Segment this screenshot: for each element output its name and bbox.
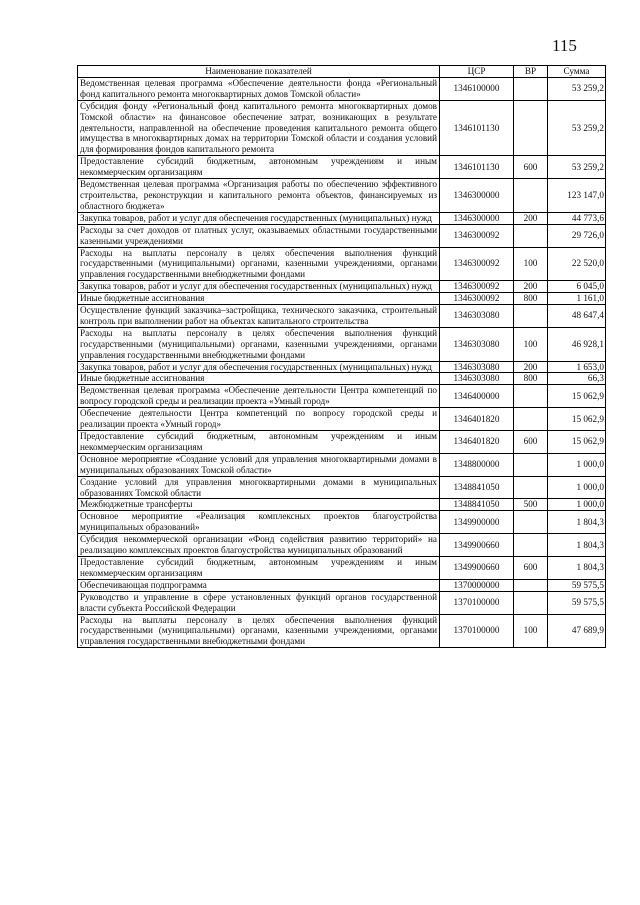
table-row <box>78 212 606 224</box>
cell-vr <box>514 224 548 247</box>
cell-vr: 500 <box>514 499 548 511</box>
cell-csr: 1346300092 <box>440 247 514 281</box>
cell-sum: 59 575,5 <box>548 579 606 591</box>
cell-vr <box>514 453 548 476</box>
cell-csr: 1346303080 <box>440 373 514 385</box>
cell-sum: 1 804,3 <box>548 556 606 579</box>
cell-csr: 1348841050 <box>440 499 514 511</box>
cell-vr <box>514 579 548 591</box>
cell-csr: 1348841050 <box>440 476 514 499</box>
cell-vr: 200 <box>514 281 548 293</box>
cell-sum: 1 653,0 <box>548 361 606 373</box>
cell-csr: 1346101130 <box>440 156 514 179</box>
cell-csr: 1346303080 <box>440 327 514 361</box>
cell-csr: 1370000000 <box>440 579 514 591</box>
cell-name: Предоставление субсидий бюджетным, автономным учреждениям и иным некоммерческим организациям <box>78 431 440 454</box>
table-row <box>78 361 606 373</box>
cell-sum: 53 259,2 <box>548 77 606 100</box>
cell-vr <box>514 476 548 499</box>
cell-name: Расходы на выплаты персоналу в целях обеспечения выполнения функций государственными (муниципальными) органами, казенными учреждениями, органами управления государственными внебюджетными фондами <box>78 247 440 281</box>
page-number: 115 <box>552 36 577 55</box>
cell-csr: 1349900660 <box>440 534 514 557</box>
cell-csr: 1348800000 <box>440 453 514 476</box>
cell-csr: 1346300092 <box>440 293 514 305</box>
header-sum: Сумма <box>548 66 606 78</box>
cell-vr: 600 <box>514 556 548 579</box>
cell-vr <box>514 100 548 156</box>
table-row <box>78 247 606 281</box>
table-header-row <box>78 66 606 78</box>
cell-name: Ведомственная целевая программа «Организация работы по обеспечению эффективного строительства, реконструкции и капитального ремонта объектов, финансируемых из областного бюджета» <box>78 179 440 213</box>
table-row <box>78 293 606 305</box>
cell-sum: 44 773,6 <box>548 212 606 224</box>
cell-vr <box>514 408 548 431</box>
table-row <box>78 327 606 361</box>
table-body <box>78 77 606 647</box>
cell-vr: 100 <box>514 247 548 281</box>
cell-sum: 66,3 <box>548 373 606 385</box>
table-row <box>78 385 606 408</box>
cell-sum: 6 045,0 <box>548 281 606 293</box>
cell-name: Создание условий для управления многоквартирными домами в муниципальных образованиях Томской области <box>78 476 440 499</box>
cell-vr: 100 <box>514 327 548 361</box>
cell-name: Обеспечивающая подпрограмма <box>78 579 440 591</box>
cell-sum: 15 062,9 <box>548 385 606 408</box>
cell-sum: 59 575,5 <box>548 591 606 614</box>
cell-name: Расходы за счет доходов от платных услуг, оказываемых областными государственными казенными учреждениями <box>78 224 440 247</box>
cell-vr: 800 <box>514 373 548 385</box>
cell-csr: 1346101130 <box>440 100 514 156</box>
cell-sum: 15 062,9 <box>548 408 606 431</box>
cell-name: Осуществление функций заказчика–застройщика, технического заказчика, строительный контроль при выполнении работ на объектах капитального строительства <box>78 305 440 328</box>
table-row <box>78 476 606 499</box>
table-row <box>78 511 606 534</box>
table-row <box>78 77 606 100</box>
cell-vr: 200 <box>514 361 548 373</box>
cell-csr: 1346300000 <box>440 212 514 224</box>
cell-vr <box>514 511 548 534</box>
cell-name: Обеспечение деятельности Центра компетенций по вопросу городской среды и реализации проекта «Умный город» <box>78 408 440 431</box>
cell-sum: 15 062,9 <box>548 431 606 454</box>
cell-sum: 53 259,2 <box>548 100 606 156</box>
cell-csr: 1346303080 <box>440 361 514 373</box>
cell-vr: 600 <box>514 431 548 454</box>
cell-vr <box>514 534 548 557</box>
cell-sum: 48 647,4 <box>548 305 606 328</box>
cell-name: Иные бюджетные ассигнования <box>78 373 440 385</box>
cell-vr: 200 <box>514 212 548 224</box>
table-row <box>78 556 606 579</box>
cell-sum: 1 000,0 <box>548 499 606 511</box>
cell-csr: 1346300092 <box>440 281 514 293</box>
cell-csr: 1370100000 <box>440 614 514 648</box>
cell-name: Руководство и управление в сфере установленных функций органов государственной власти субъекта Российской Федерации <box>78 591 440 614</box>
table-row <box>78 373 606 385</box>
cell-vr: 100 <box>514 614 548 648</box>
cell-sum: 53 259,2 <box>548 156 606 179</box>
cell-vr <box>514 77 548 100</box>
table-row <box>78 499 606 511</box>
cell-vr: 600 <box>514 156 548 179</box>
cell-vr <box>514 179 548 213</box>
cell-vr <box>514 305 548 328</box>
cell-name: Основное мероприятие «Реализация комплексных проектов благоустройства муниципальных образований» <box>78 511 440 534</box>
cell-sum: 22 520,0 <box>548 247 606 281</box>
cell-sum: 1 804,3 <box>548 511 606 534</box>
cell-sum: 1 804,3 <box>548 534 606 557</box>
cell-vr <box>514 385 548 408</box>
table-row <box>78 281 606 293</box>
table-row <box>78 408 606 431</box>
cell-name: Ведомственная целевая программа «Обеспечение деятельности фонда «Региональный фонд капитального ремонта многоквартирных домов Томской области» <box>78 77 440 100</box>
budget-table <box>77 65 606 648</box>
cell-name: Межбюджетные трансферты <box>78 499 440 511</box>
cell-csr: 1346401820 <box>440 431 514 454</box>
cell-sum: 29 726,0 <box>548 224 606 247</box>
table-row <box>78 224 606 247</box>
cell-csr: 1346300000 <box>440 179 514 213</box>
header-name: Наименование показателей <box>78 66 440 78</box>
header-csr: ЦСР <box>440 66 514 78</box>
table-row <box>78 305 606 328</box>
table-row <box>78 179 606 213</box>
cell-name: Расходы на выплаты персоналу в целях обеспечения выполнения функций государственными (муниципальными) органами, казенными учреждениями, органами управления государственными внебюджетными фондами <box>78 327 440 361</box>
cell-name: Предоставление субсидий бюджетным, автономным учреждениям и иным некоммерческим организациям <box>78 556 440 579</box>
cell-name: Иные бюджетные ассигнования <box>78 293 440 305</box>
cell-name: Расходы на выплаты персоналу в целях обеспечения выполнения функций государственными (муниципальными) органами, казенными учреждениями, органами управления государственными внебюджетными фондами <box>78 614 440 648</box>
cell-csr: 1349900660 <box>440 556 514 579</box>
table-row <box>78 431 606 454</box>
table-row <box>78 579 606 591</box>
cell-sum: 46 928,1 <box>548 327 606 361</box>
cell-csr: 1346400000 <box>440 385 514 408</box>
cell-sum: 123 147,0 <box>548 179 606 213</box>
cell-name: Предоставление субсидий бюджетным, автономным учреждениям и иным некоммерческим организациям <box>78 156 440 179</box>
cell-sum: 1 161,0 <box>548 293 606 305</box>
table-row <box>78 614 606 648</box>
cell-csr: 1346401820 <box>440 408 514 431</box>
cell-vr <box>514 591 548 614</box>
cell-csr: 1346300092 <box>440 224 514 247</box>
cell-name: Субсидия фонду «Региональный фонд капитального ремонта многоквартирных домов Томской области» на финансовое обеспечение затрат, возникающих в результате деятельности, направленной на обеспечение проведения капитального ремонта общего имущества в многоквартирных домах на территории Томской области и создания условий для формирования фондов капитального ремонта <box>78 100 440 156</box>
table-row <box>78 453 606 476</box>
cell-name: Закупка товаров, работ и услуг для обеспечения государственных (муниципальных) нужд <box>78 281 440 293</box>
cell-sum: 47 689,9 <box>548 614 606 648</box>
cell-sum: 1 000,0 <box>548 476 606 499</box>
cell-sum: 1 000,0 <box>548 453 606 476</box>
cell-name: Субсидия некоммерческой организации «Фонд содействия развитию территорий» на реализацию комплексных проектов благоустройства муниципальных образований <box>78 534 440 557</box>
cell-csr: 1370100000 <box>440 591 514 614</box>
cell-csr: 1349900000 <box>440 511 514 534</box>
cell-name: Основное мероприятие «Создание условий для управления многоквартирными домами в муниципальных образованиях Томской области» <box>78 453 440 476</box>
cell-name: Ведомственная целевая программа «Обеспечение деятельности Центра компетенций по вопросу городской среды и реализации проекта «Умный город» <box>78 385 440 408</box>
cell-vr: 800 <box>514 293 548 305</box>
table-row <box>78 534 606 557</box>
cell-csr: 1346100000 <box>440 77 514 100</box>
header-vr: ВР <box>514 66 548 78</box>
table-row <box>78 100 606 156</box>
cell-csr: 1346303080 <box>440 305 514 328</box>
cell-name: Закупка товаров, работ и услуг для обеспечения государственных (муниципальных) нужд <box>78 212 440 224</box>
table-row <box>78 591 606 614</box>
table-row <box>78 156 606 179</box>
cell-name: Закупка товаров, работ и услуг для обеспечения государственных (муниципальных) нужд <box>78 361 440 373</box>
